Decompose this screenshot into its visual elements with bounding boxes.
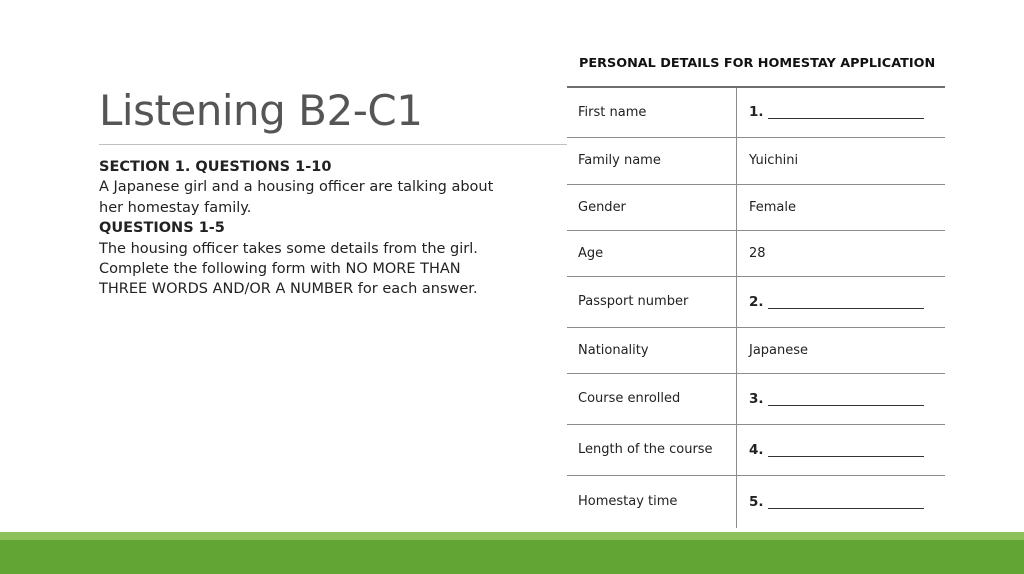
- form-row-passport-number: [567, 276, 945, 327]
- form-label: Nationality: [578, 342, 649, 358]
- form-answer-cell: [737, 475, 946, 528]
- answer-blank-line: [768, 118, 924, 119]
- question-number: 1.: [749, 104, 764, 121]
- instructions-text: [99, 157, 559, 300]
- form-label: Family name: [578, 153, 661, 168]
- question-number: 5.: [749, 493, 764, 510]
- form-label: Course enrolled: [578, 391, 681, 406]
- form-answer-cell: [737, 373, 946, 424]
- footer-bar: [0, 540, 1024, 574]
- form-label: Homestay time: [578, 494, 678, 510]
- form-answer-cell: [737, 424, 946, 475]
- form-value: Female: [737, 184, 946, 230]
- section-intro-line-1: A Japanese girl and a housing officer are talking about: [99, 179, 494, 196]
- footer-accent-bar: [0, 532, 1024, 540]
- instruction-line-1: The housing officer takes some details from the girl.: [99, 240, 478, 257]
- form-title: PERSONAL DETAILS FOR HOMESTAY APPLICATION: [579, 56, 936, 71]
- section-heading: SECTION 1. QUESTIONS 1-10: [99, 159, 332, 175]
- title-divider: [99, 144, 567, 145]
- form-label: First name: [578, 104, 647, 120]
- form-value: 28: [737, 230, 946, 276]
- form-label: Age: [578, 245, 604, 261]
- form-row-course-length: [567, 424, 945, 475]
- slide-title: Listening B2-C1: [99, 86, 423, 135]
- form-row-age: [567, 230, 945, 276]
- answer-blank-line: [768, 508, 924, 509]
- instruction-line-2: Complete the following form with NO MORE THAN: [99, 261, 461, 278]
- form-answer-cell: [737, 87, 946, 137]
- question-number: 4.: [749, 441, 764, 458]
- instruction-line-3: THREE WORDS AND/OR A NUMBER for each answer.: [99, 281, 478, 298]
- form-label: Gender: [578, 199, 626, 215]
- form-value: Japanese: [737, 327, 946, 373]
- form-row-homestay-time: [567, 475, 945, 528]
- answer-blank-line: [768, 308, 924, 309]
- question-number: 3.: [749, 390, 764, 407]
- question-number: 2.: [749, 293, 764, 310]
- form-row-gender: [567, 184, 945, 230]
- form-row-family-name: [567, 137, 945, 184]
- form-label: Length of the course: [578, 442, 713, 457]
- form-row-nationality: [567, 327, 945, 373]
- form-answer-cell: [737, 276, 946, 327]
- form-row-course-enrolled: [567, 373, 945, 424]
- answer-blank-line: [768, 405, 924, 406]
- form-value: Yuichini: [737, 137, 946, 184]
- form-row-first-name: [567, 87, 945, 137]
- homestay-form-table: [567, 86, 945, 528]
- section-intro-line-2: her homestay family.: [99, 199, 252, 216]
- answer-blank-line: [768, 456, 924, 457]
- questions-heading: QUESTIONS 1-5: [99, 220, 225, 237]
- form-label: Passport number: [578, 294, 689, 309]
